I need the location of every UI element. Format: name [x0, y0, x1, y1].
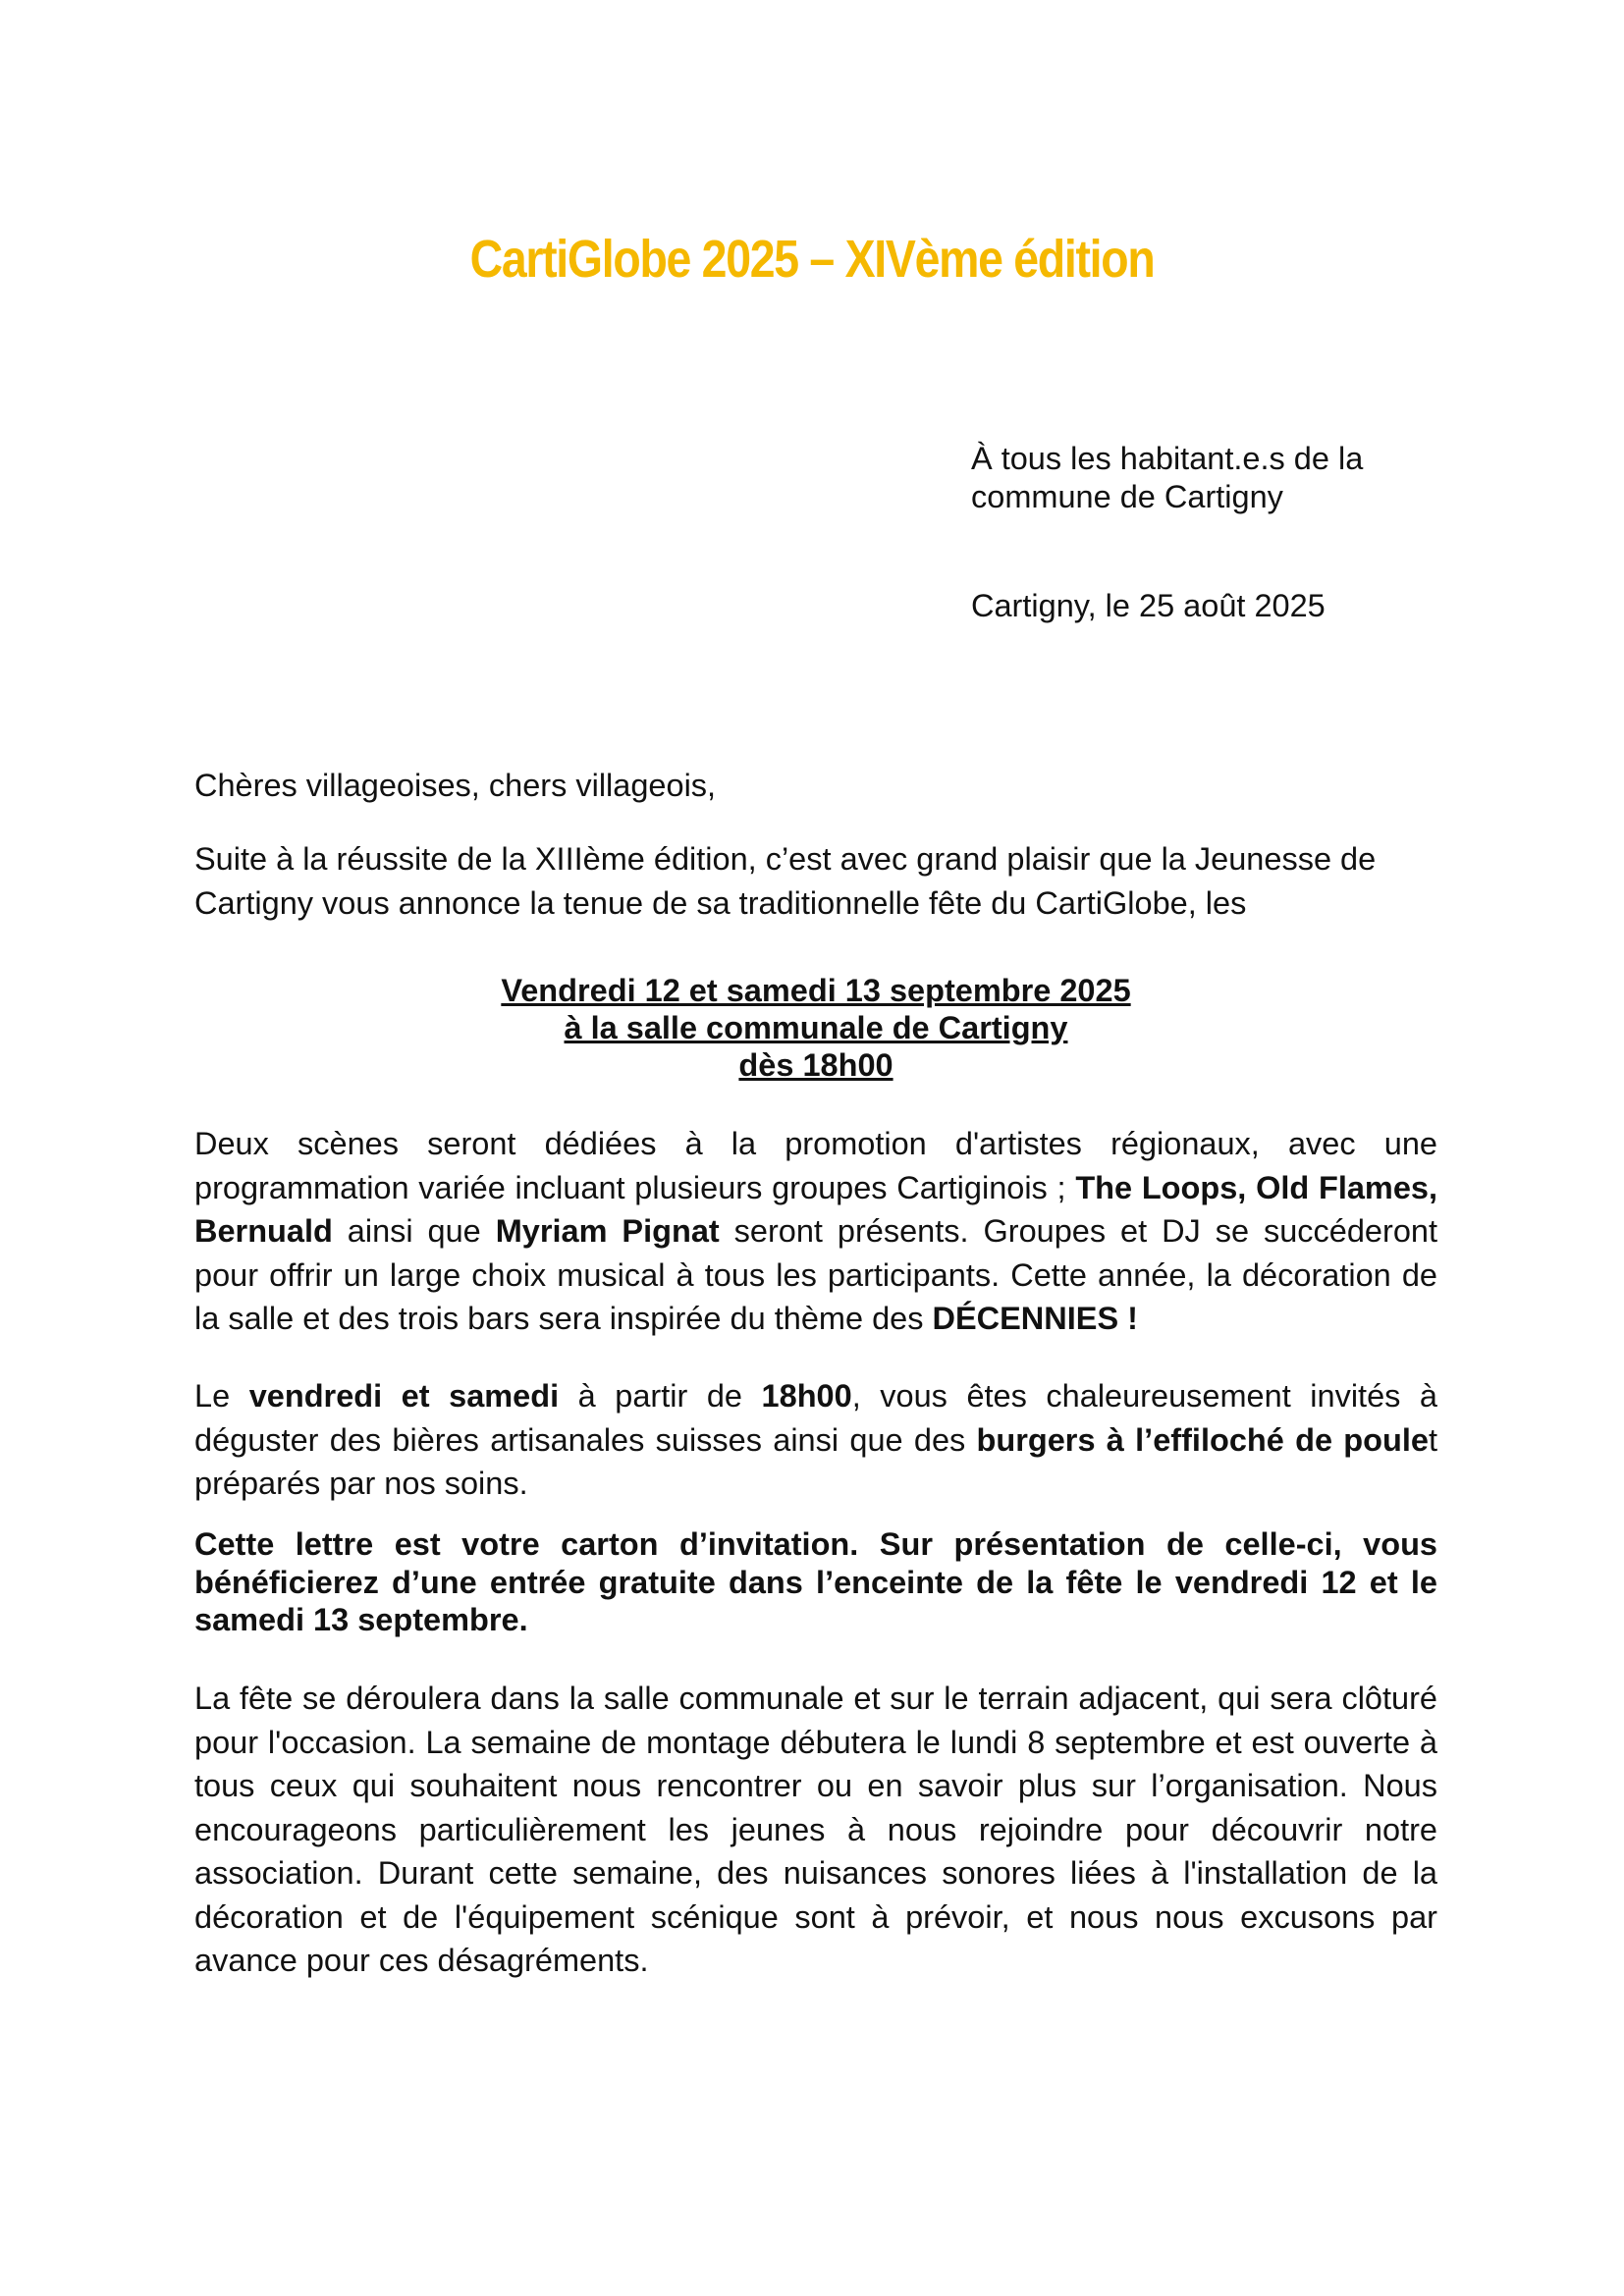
text-span: Le	[194, 1378, 249, 1414]
bold-span: vendredi et samedi	[248, 1378, 560, 1414]
invitation-paragraph: Cette lettre est votre carton d’invitation. Sur présentation de celle-ci, vous bénéficierez d’une entrée gratuite dans l’enceinte de la fête le vendredi 12 et le samedi 13 septembre.	[194, 1526, 1437, 1637]
bold-span: 18h00	[761, 1378, 852, 1414]
program-paragraph	[194, 1122, 1437, 1341]
event-dates: Vendredi 12 et samedi 13 septembre 2025	[501, 973, 1131, 1008]
event-details	[194, 972, 1437, 1084]
text-span: ainsi que	[332, 1213, 496, 1249]
recipient-block	[971, 440, 1482, 516]
recipient-line: commune de Cartigny	[971, 479, 1283, 514]
bold-span: The Loops, Old Flames, Bernuald	[194, 1169, 1437, 1249]
text-span: seront présents. Groupes et DJ se succéderont pour offrir un large choix musical à tous les participants. Cette année, la décoration de la salle et des trois bars sera inspirée du thème des	[194, 1213, 1438, 1336]
bold-span: burgers à l’effiloché de poule	[976, 1421, 1429, 1458]
place-date: Cartigny, le 25 août 2025	[971, 588, 1326, 623]
event-place: à la salle communale de Cartigny	[564, 1010, 1068, 1045]
event-time: dès 18h00	[738, 1047, 893, 1083]
intro-paragraph: Suite à la réussite de la XIIIème édition, c’est avec grand plaisir que la Jeunesse de Cartigny vous annonce la tenue de sa traditionnelle fête du CartiGlobe, les	[194, 841, 1377, 921]
greeting: Chères villageoises, chers villageois,	[194, 768, 717, 803]
recipient-line: À tous les habitant.e.s de la	[971, 441, 1364, 476]
text-span: t préparés par nos soins.	[194, 1421, 1437, 1501]
document-title: CartiGlobe 2025 – XIVème édition	[469, 230, 1155, 289]
text-span: , vous êtes chaleureusement invités à déguster des bières artisanales suisses ainsi que des	[194, 1378, 1438, 1458]
bold-span: Myriam Pignat	[495, 1213, 720, 1249]
text-span: à partir de	[559, 1378, 762, 1414]
text-span: Deux scènes seront dédiées à la promotion d'artistes régionaux, avec une programmation variée incluant plusieurs groupes Cartiginois ;	[194, 1126, 1437, 1205]
bold-span: DÉCENNIES !	[932, 1301, 1138, 1336]
friday-paragraph	[194, 1374, 1437, 1506]
venue-paragraph: La fête se déroulera dans la salle communale et sur le terrain adjacent, qui sera clôturé pour l'occasion. La semaine de montage débutera le lundi 8 septembre et est ouverte à tous ceux qui souhaitent nous rencontrer ou en savoir plus sur l’organisation. Nous encourageons particulièrement les jeunes à nous rejoindre pour découvrir notre association. Durant cette semaine, des nuisances sonores liées à l'installation de la décoration et de l'équipement scénique sont à prévoir, et nous nous excusons par avance pour ces désagréments.	[194, 1681, 1437, 1978]
